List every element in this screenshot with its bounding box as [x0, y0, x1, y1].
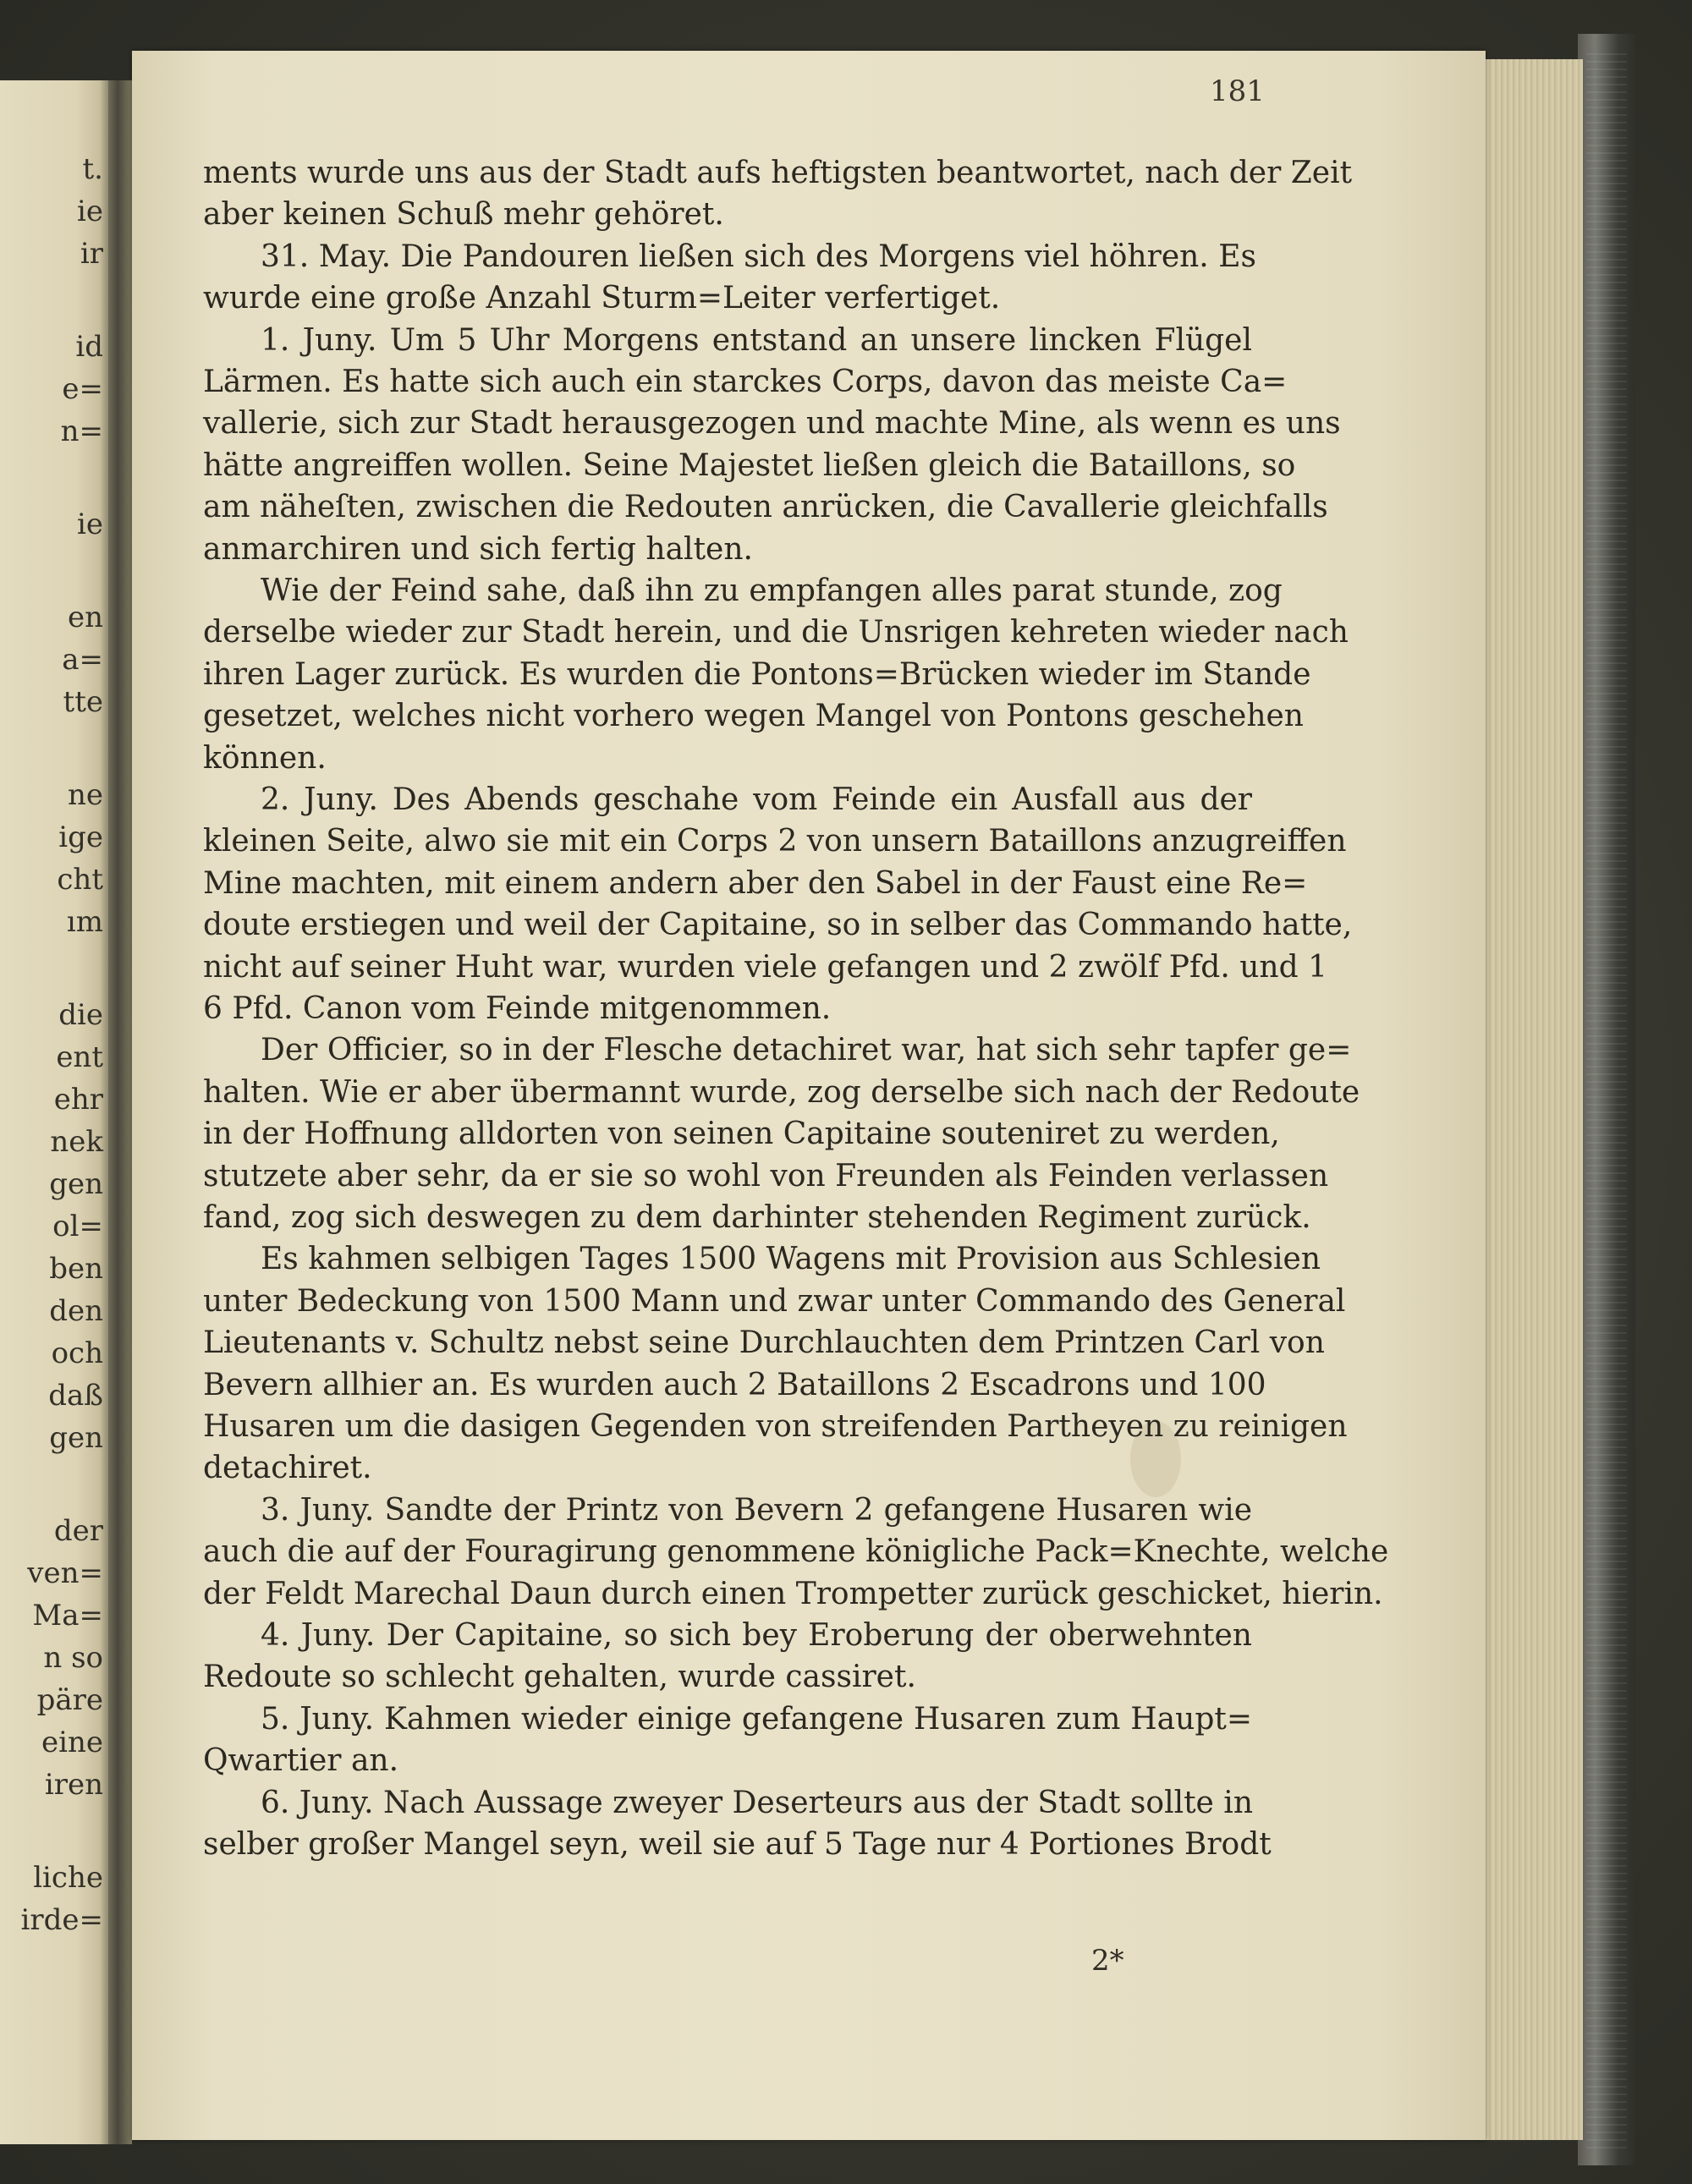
previous-page-text-fragment: den	[49, 1294, 103, 1328]
previous-page-text-fragment: iren	[44, 1768, 103, 1802]
text-line: Wie der Feind sahe, daß ihn zu empfangen alles parat stunde, zog	[261, 573, 1283, 608]
text-line: aber keinen Schuß mehr gehöret.	[203, 197, 724, 233]
page-fore-edge	[1486, 59, 1583, 2140]
previous-page-text-fragment: n so	[43, 1641, 103, 1675]
previous-page-text-fragment: ehr	[53, 1083, 103, 1117]
previous-page-text-fragment: a=	[62, 643, 103, 677]
text-line: hätte angreiffen wollen. Seine Majestet ließen gleich die Bataillons, so	[203, 447, 1296, 483]
text-line: Lärmen. Es hatte sich auch ein starckes Corps, davon das meiste Ca=	[203, 365, 1288, 399]
text-line: 1. Juny. Um 5 Uhr Morgens entstand an unsere lincken Flügel	[261, 322, 1252, 358]
text-line: gesetzet, welches nicht vorhero wegen Mangel von Pontons geschehen	[203, 699, 1304, 734]
text-line: 4. Juny. Der Capitaine, so sich bey Eroberung der oberwehnten	[261, 1618, 1252, 1653]
previous-page-text-fragment: der	[53, 1514, 103, 1548]
previous-page-text-fragment: irde=	[20, 1903, 103, 1937]
text-line: Husaren um die dasigen Gegenden von streifenden Partheyen zu reinigen	[203, 1409, 1348, 1444]
text-line: Qwartier an.	[203, 1743, 399, 1779]
previous-page-text-fragment: die	[58, 998, 103, 1032]
text-line: in der Hoffnung alldorten von seinen Capitaine souteniret zu werden,	[203, 1117, 1280, 1152]
text-line: 2. Juny. Des Abends geschahe vom Feinde ein Ausfall aus der	[261, 782, 1252, 817]
previous-page-text-fragment: och	[51, 1336, 103, 1370]
text-line: fand, zog sich deswegen zu dem darhinter stehenden Regiment zurück.	[203, 1200, 1311, 1235]
text-line: unter Bedeckung von 1500 Mann und zwar unter Commando des General	[203, 1283, 1346, 1319]
text-line: 6 Pfd. Canon vom Feinde mitgenommen.	[203, 991, 832, 1026]
text-line: ihren Lager zurück. Es wurden die Pontons=Brücken wieder im Stande	[203, 656, 1311, 692]
previous-page-text-fragment: nek	[50, 1125, 103, 1159]
text-line: Der Officier, so in der Flesche detachiret war, hat sich sehr tapfer ge=	[261, 1033, 1352, 1068]
text-line: 3. Juny. Sandte der Printz von Bevern 2 gefangene Husaren wie	[261, 1492, 1252, 1528]
previous-page-text-fragment: ie	[77, 508, 103, 541]
previous-page-text-fragment: daß	[48, 1379, 103, 1413]
text-line: ments wurde uns aus der Stadt aufs heftigsten beantwortet, nach der Zeit	[203, 156, 1353, 190]
text-line: anmarchiren und sich fertig halten.	[203, 531, 753, 567]
text-line: am näheſten, zwischen die Redouten anrücken, die Cavallerie gleichfalls	[203, 490, 1328, 525]
text-line: derselbe wieder zur Stadt herein, und die Unsrigen kehreten wieder nach	[203, 615, 1349, 650]
previous-page-text-fragment: Ma=	[32, 1599, 103, 1633]
previous-page-text-fragment: id	[75, 330, 103, 364]
text-line: 31. May. Die Pandouren ließen sich des Morgens viel höhren. Es	[261, 239, 1256, 274]
text-line: Redoute so schlecht gehalten, wurde cassiret.	[203, 1660, 916, 1695]
previous-page-text-fragment: e=	[62, 372, 103, 406]
previous-page-text-fragment: ir	[80, 237, 103, 271]
previous-page-text-fragment: eine	[41, 1726, 103, 1759]
previous-page-text-fragment: ol=	[52, 1210, 103, 1243]
previous-page-text-fragment: ne	[67, 778, 103, 812]
text-line: selber großer Mangel seyn, weil sie auf 5 Tage nur 4 Portiones Brodt	[203, 1827, 1272, 1862]
previous-page-text-fragment: ven=	[27, 1556, 103, 1590]
page-number: 181	[1210, 74, 1265, 108]
text-line: wurde eine große Anzahl Sturm=Leiter verfertiget.	[203, 281, 1001, 316]
text-line: auch die auf der Fouragirung genommene königliche Pack=Knechte, welche	[203, 1534, 1389, 1570]
previous-page-text-fragment: ige	[58, 820, 103, 854]
text-line: kleinen Seite, alwo sie mit ein Corps 2 von unsern Bataillons anzugreiffen	[203, 824, 1347, 859]
previous-page-text-fragment: ben	[49, 1252, 103, 1286]
book-gutter	[108, 80, 132, 2144]
previous-page-text-fragment: t.	[82, 152, 103, 186]
previous-page-text-fragment: liche	[33, 1861, 103, 1895]
printer-signature-mark: 2*	[1091, 1944, 1124, 1978]
text-line: Bevern allhier an. Es wurden auch 2 Bataillons 2 Escadrons und 100	[203, 1367, 1266, 1402]
text-line: stutzete aber sehr, da er sie so wohl von Freunden als Feinden verlassen	[203, 1158, 1329, 1194]
previous-page-text-fragment: ım	[66, 905, 103, 939]
previous-page-text-fragment: gen	[49, 1421, 103, 1455]
previous-page-text-fragment: ie	[77, 195, 103, 228]
text-line: detachiret.	[203, 1451, 372, 1486]
text-line: 5. Juny. Kahmen wieder einige gefangene Husaren zum Haupt=	[261, 1701, 1252, 1737]
text-line: können.	[203, 740, 327, 776]
previous-page-text-fragment: päre	[36, 1683, 103, 1717]
previous-page-text-fragment: gen	[49, 1167, 103, 1201]
previous-page-text-fragment: n=	[60, 414, 103, 448]
text-line: Es kahmen selbigen Tages 1500 Wagens mit Provision aus Schlesien	[261, 1242, 1321, 1277]
book-cover-texture	[1586, 51, 1627, 2148]
previous-page-strip	[0, 80, 108, 2144]
previous-page-text-fragment: en	[67, 601, 103, 634]
text-line: doute erstiegen und weil der Capitaine, so in selber das Commando hatte,	[203, 908, 1353, 943]
text-line: vallerie, sich zur Stadt herausgezogen und machte Mine, als wenn es uns	[203, 406, 1341, 442]
text-line: Lieutenants v. Schultz nebst seine Durchlauchten dem Printzen Carl von	[203, 1325, 1325, 1361]
text-line: nicht auf seiner Huht war, wurden viele gefangen und 2 zwölf Pfd. und 1	[203, 949, 1327, 985]
previous-page-text-fragment: tte	[63, 685, 103, 719]
text-line: halten. Wie er aber übermannt wurde, zog derselbe sich nach der Redoute	[203, 1074, 1360, 1110]
text-line: 6. Juny. Nach Aussage zweyer Deserteurs aus der Stadt sollte in	[261, 1785, 1254, 1820]
previous-page-text-fragment: ent	[56, 1040, 103, 1074]
text-line: Mine machten, mit einem andern aber den Sabel in der Faust eine Re=	[203, 865, 1308, 901]
previous-page-text-fragment: cht	[57, 863, 103, 897]
text-line: der Feldt Marechal Daun durch einen Trompetter zurück geschicket, hierin.	[203, 1576, 1383, 1611]
